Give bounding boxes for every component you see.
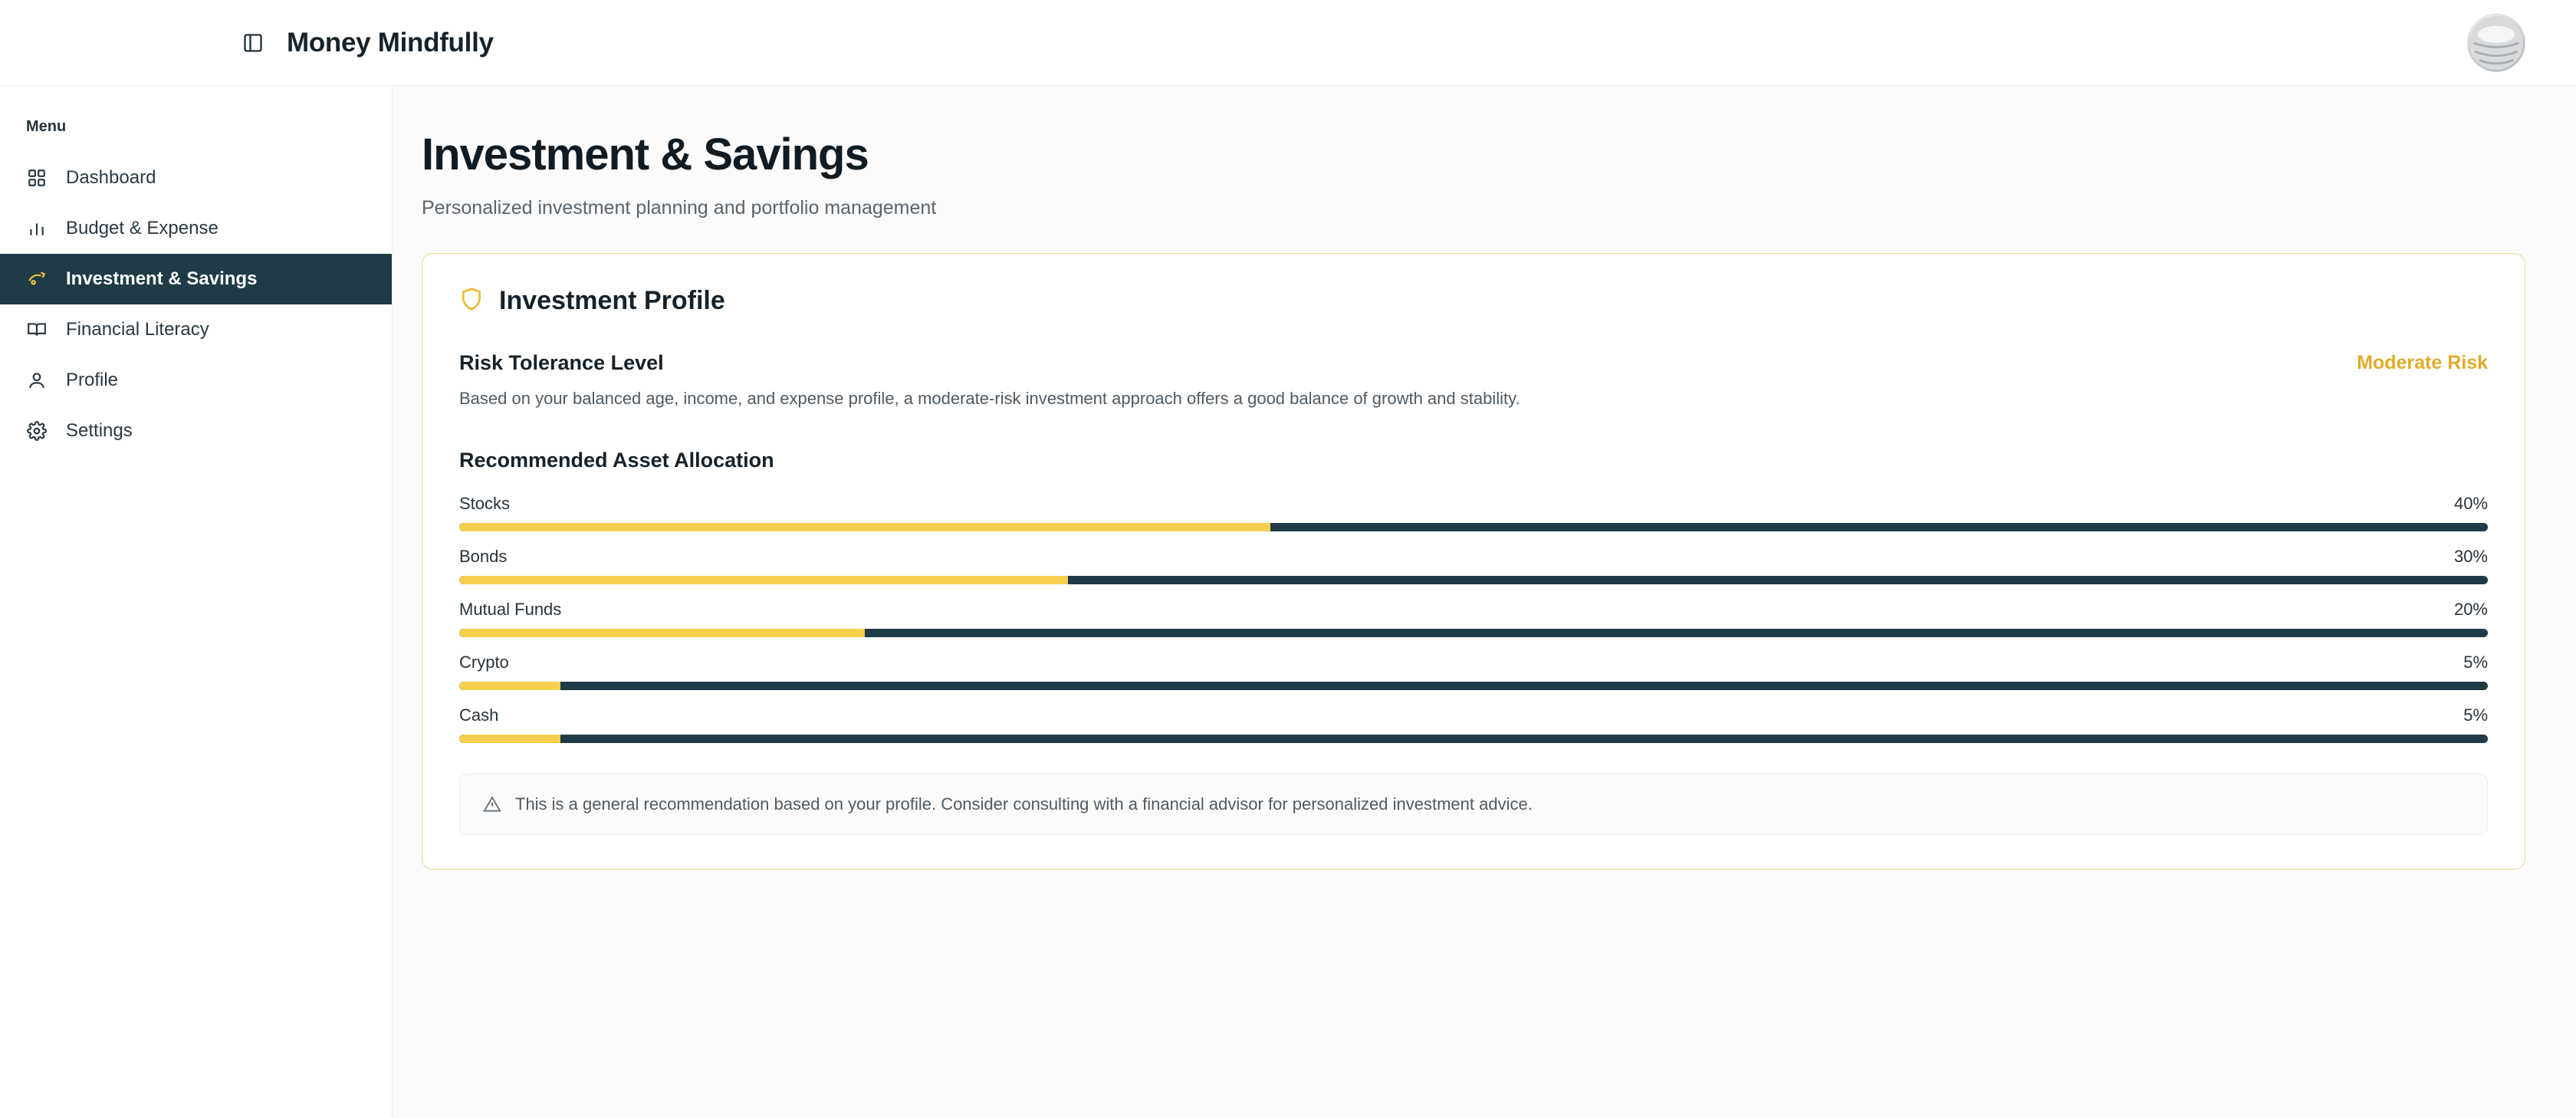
allocation-bar [459, 629, 2488, 637]
list-item [459, 705, 2488, 743]
list-item [459, 494, 2488, 531]
trending-icon [26, 268, 48, 290]
sidebar-menu-label: Menu [26, 118, 67, 135]
card-title: Investment Profile [499, 286, 725, 315]
list-item [459, 653, 2488, 690]
sidebar-item-budget-expense[interactable] [0, 203, 392, 254]
bar-chart-icon [26, 218, 48, 239]
allocation-name: Stocks [459, 494, 511, 513]
app-title: Money Mindfully [287, 27, 494, 58]
sidebar-item-label: Financial Literacy [66, 319, 209, 340]
sidebar-item-settings[interactable] [0, 406, 392, 456]
allocation-bar-fill [459, 735, 560, 743]
user-icon [26, 370, 48, 391]
sidebar-item-label: Investment & Savings [66, 268, 258, 289]
panel-left-icon[interactable] [238, 28, 268, 58]
list-item [459, 600, 2488, 637]
allocation-bar [459, 523, 2488, 531]
allocation-value: 30% [2453, 547, 2488, 566]
allocation-value: 40% [2453, 494, 2488, 513]
allocation-list [459, 494, 2488, 743]
card-header [459, 286, 2488, 316]
alert-triangle-icon [483, 795, 501, 814]
investment-profile-card [422, 253, 2525, 870]
shield-icon [459, 287, 484, 315]
allocation-bar-fill [459, 629, 865, 637]
allocation-bar-fill [459, 576, 1068, 584]
allocation-bar [459, 735, 2488, 743]
allocation-bar [459, 682, 2488, 690]
status-badge: Moderate Risk [2357, 352, 2488, 373]
grid-icon [26, 167, 48, 189]
sidebar-item-label: Settings [66, 420, 133, 441]
sidebar-item-investment-savings[interactable] [0, 254, 392, 304]
sidebar [0, 86, 393, 1118]
list-item [459, 547, 2488, 584]
page-subtitle: Personalized investment planning and portfolio management [422, 197, 937, 219]
allocation-name: Bonds [459, 547, 508, 566]
book-open-icon [26, 319, 48, 340]
sidebar-item-label: Dashboard [66, 167, 156, 188]
disclaimer-text: This is a general recommendation based on your profile. Consider consulting with a financial advisor for personalized investment advice. [515, 794, 1533, 814]
page-title: Investment & Savings [422, 130, 869, 179]
top-bar [0, 0, 2576, 86]
allocation-value: 20% [2453, 600, 2488, 619]
allocation-bar-fill [459, 523, 1270, 531]
allocation-value: 5% [2463, 705, 2488, 725]
allocation-bar [459, 576, 2488, 584]
disclaimer-note [459, 774, 2488, 835]
risk-label: Risk Tolerance Level [459, 351, 664, 374]
sidebar-item-financial-literacy[interactable] [0, 304, 392, 355]
allocation-name: Cash [459, 705, 499, 725]
sidebar-item-dashboard[interactable] [0, 153, 392, 203]
avatar[interactable] [2467, 14, 2525, 72]
avatar-image [2468, 15, 2525, 71]
allocation-title: Recommended Asset Allocation [459, 449, 774, 472]
allocation-bar-fill [459, 682, 560, 690]
allocation-name: Mutual Funds [459, 600, 562, 619]
main-content [393, 86, 2576, 1118]
sidebar-item-profile[interactable] [0, 355, 392, 406]
risk-row [459, 351, 2488, 375]
sidebar-item-label: Profile [66, 370, 119, 390]
allocation-value: 5% [2463, 653, 2488, 672]
gear-icon [26, 420, 48, 442]
app-shell [0, 86, 2576, 1118]
sidebar-item-label: Budget & Expense [66, 218, 219, 238]
risk-description: Based on your balanced age, income, and expense profile, a moderate-risk investment approach offers a good balance of growth and stability. [459, 389, 1520, 408]
allocation-name: Crypto [459, 653, 509, 672]
